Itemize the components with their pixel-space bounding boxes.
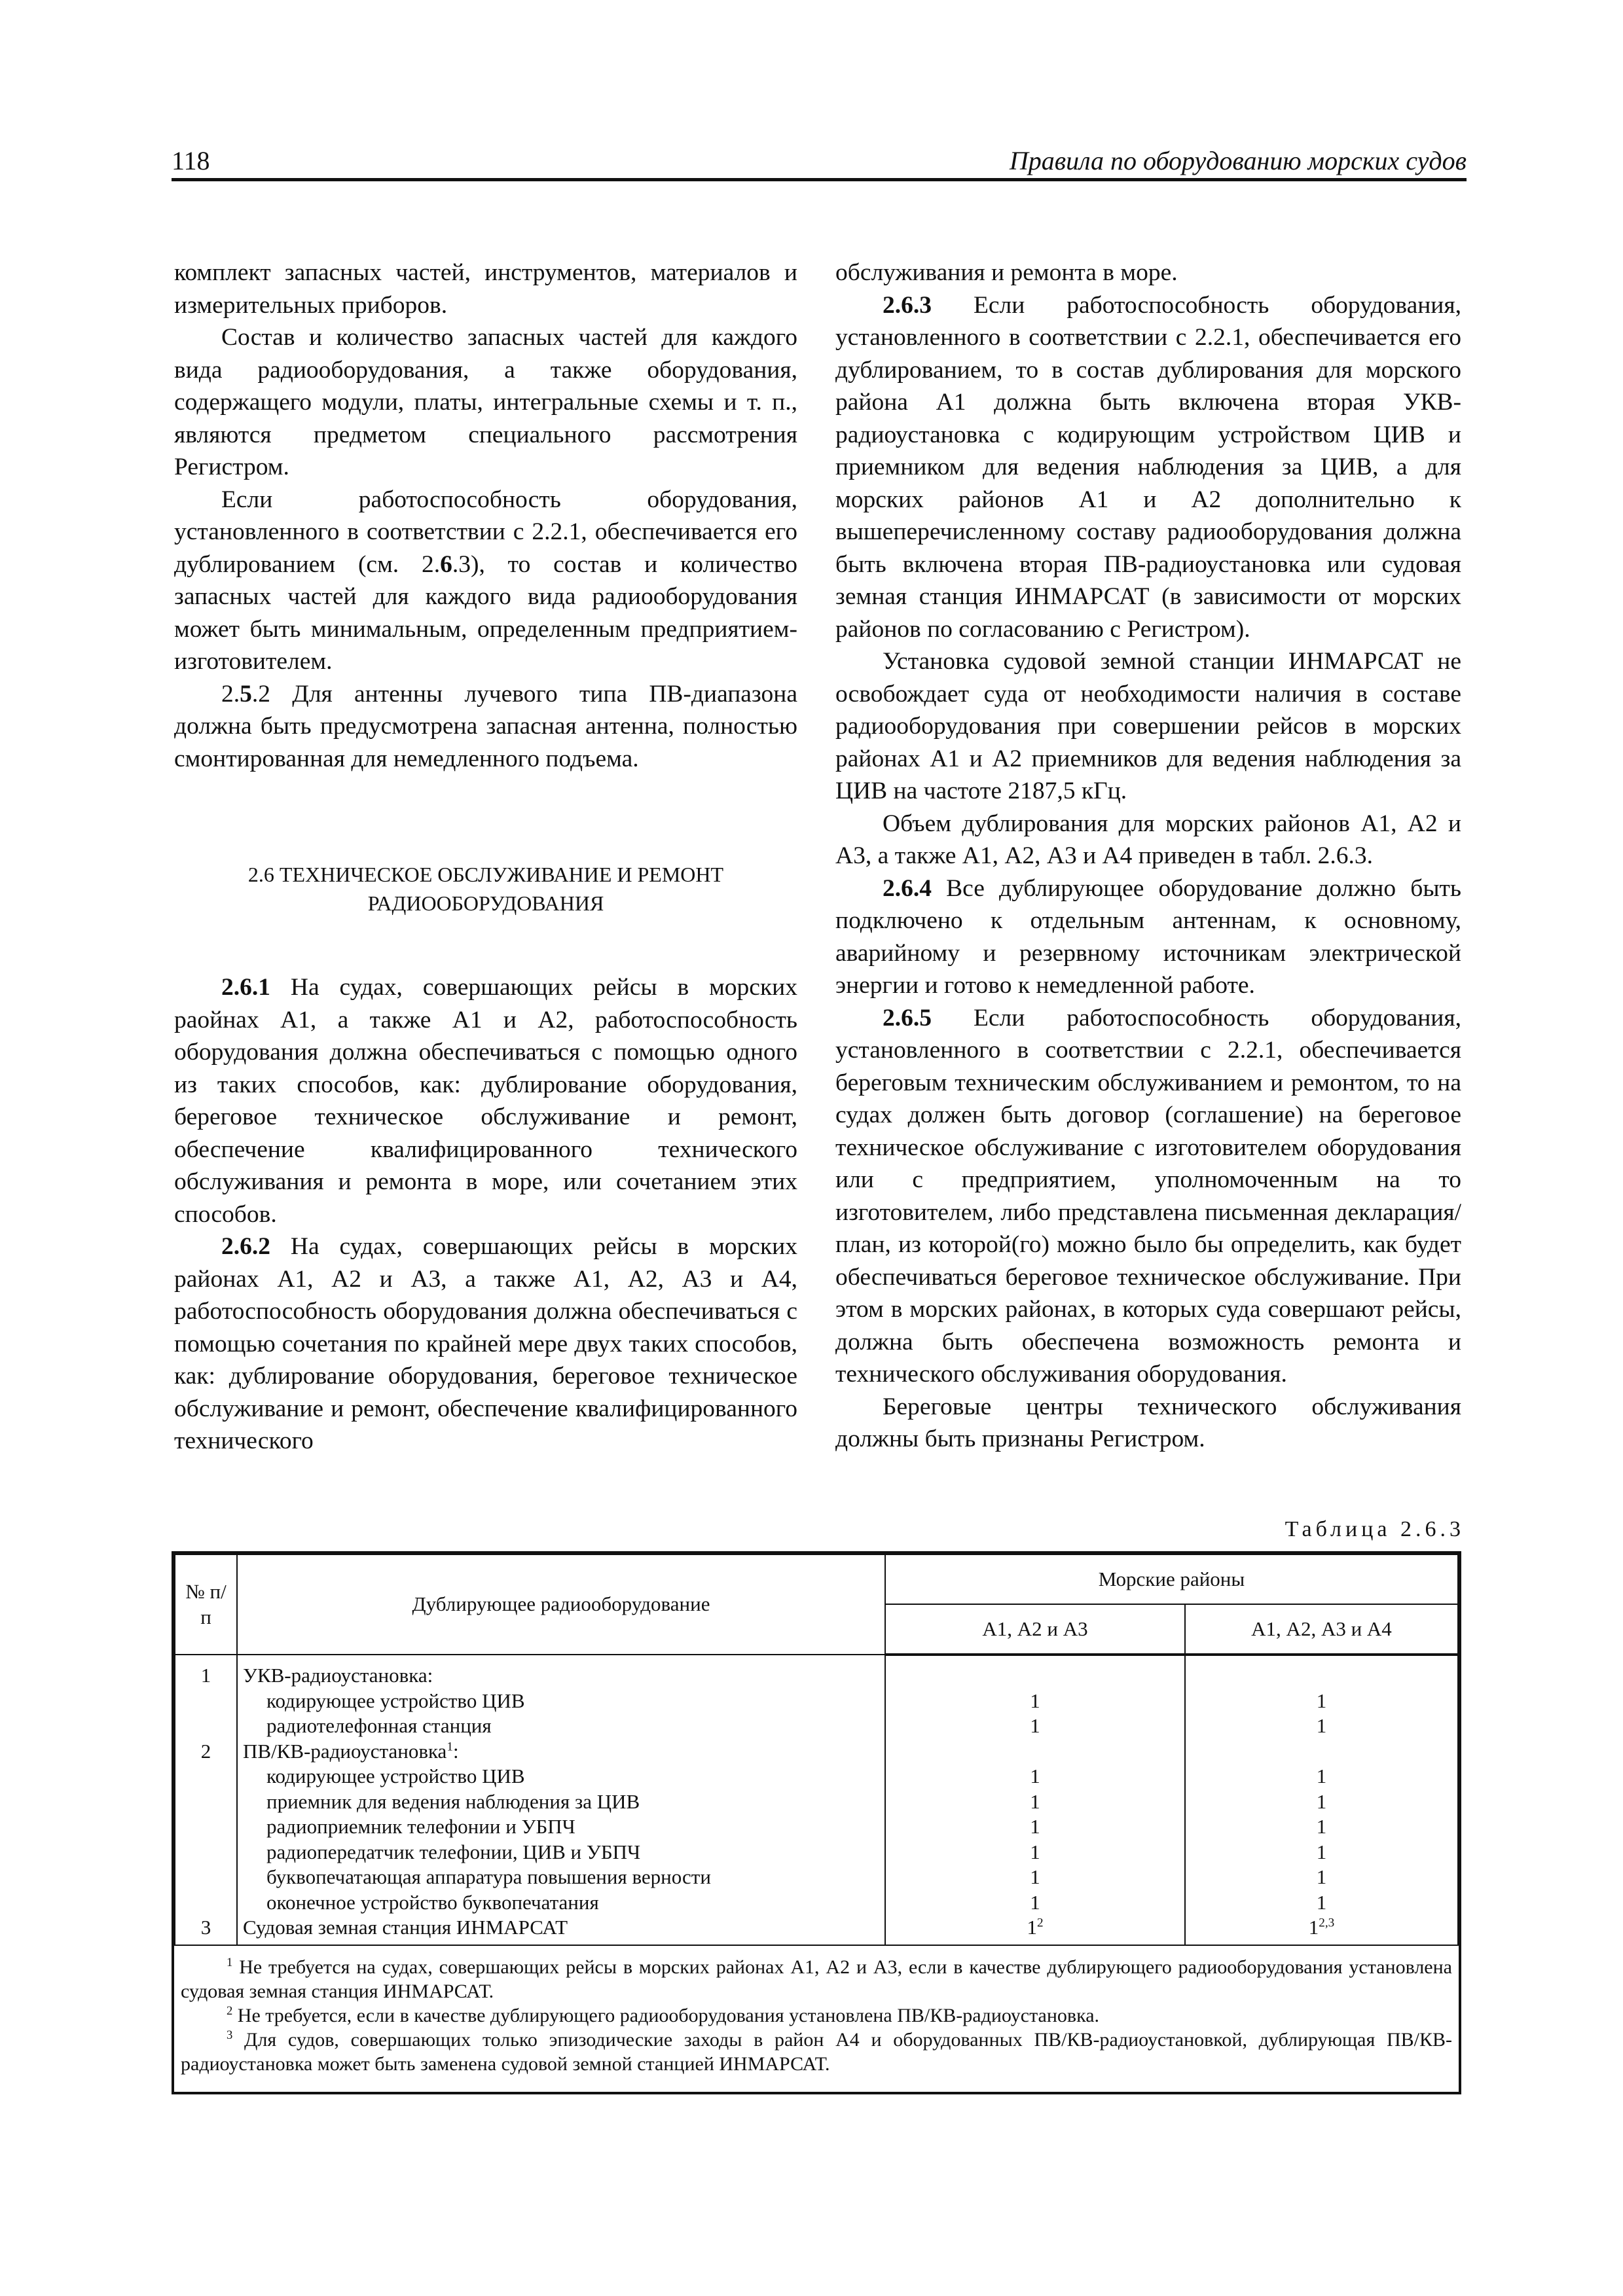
clause-number: 2.6.5	[883, 1004, 932, 1031]
equipment-item	[237, 1739, 885, 1765]
area-a-count-value: 1	[1030, 1865, 1040, 1888]
area-b-count-value: 1	[1316, 1840, 1327, 1863]
right-column	[835, 257, 1461, 1456]
row-number	[175, 1713, 237, 1739]
equipment-item-label: Судовая земная станция ИНМАРСАТ	[243, 1916, 568, 1939]
area-a-count	[885, 1890, 1185, 1916]
table-row	[175, 1814, 1458, 1840]
table-row	[175, 1890, 1458, 1916]
equipment-item-label: радиотелефонная станция	[266, 1714, 492, 1737]
footnote-text: Не требуется на судах, совершающих рейсы в морских районах А1, А2 и А3, если в качестве дублирующего радиооборудования установлена судовая земная станция ИНМАРСАТ.	[181, 1956, 1452, 2002]
area-a-count	[885, 1789, 1185, 1815]
paragraph-text: Для антенны лучевого типа ПВ-диапазона должна быть предусмотрена запасная антенна, полностью смонтированная для немедленного подъема.	[174, 680, 797, 772]
area-a-count	[885, 1840, 1185, 1865]
area-b-count-value: 1	[1316, 1689, 1327, 1712]
equipment-item-label: кодирующее устройство ЦИВ	[266, 1689, 525, 1712]
table-row	[175, 1789, 1458, 1815]
footnote-mark: 1	[447, 1740, 453, 1754]
paragraph: Состав и количество запасных частей для каждого вида радиооборудования, а также оборудования, содержащего модули, платы, интегральные схемы и т. п., являются предметом специального рассмотрения Регистром.	[174, 324, 797, 480]
area-a-count	[885, 1713, 1185, 1739]
table-row	[175, 1915, 1458, 1945]
equipment-item	[237, 1789, 885, 1815]
area-a-count-value: 1	[1030, 1840, 1040, 1863]
header-num: № п/п	[175, 1554, 237, 1655]
paragraph	[174, 484, 797, 678]
table-row	[175, 1840, 1458, 1865]
table-row	[175, 1689, 1458, 1714]
area-b-count	[1185, 1865, 1458, 1890]
equipment-table	[174, 1554, 1459, 1946]
page-header	[172, 145, 1467, 178]
area-a-count	[885, 1865, 1185, 1890]
reference-bold: 6	[440, 550, 452, 578]
equipment-item-label: радиоприемник телефонии и УБПЧ	[266, 1815, 575, 1838]
paragraph-2-6-1	[174, 971, 797, 1230]
paragraph-text: Если работоспособность оборудования, установленного в соответствии с 2.2.1, обеспечивается его дублированием (см. 2.	[174, 486, 797, 578]
equipment-item	[237, 1689, 885, 1714]
clause-number: 2.	[221, 680, 240, 708]
equipment-item-label: буквопечатающая аппаратура повышения верности	[266, 1865, 711, 1888]
header-areas: Морские районы	[885, 1554, 1458, 1604]
paragraph-2-6-4	[835, 872, 1461, 1002]
equipment-item	[237, 1713, 885, 1739]
equipment-item-label: оконечное устройство буквопечатания	[266, 1890, 599, 1914]
equipment-item-label: кодирующее устройство ЦИВ	[266, 1765, 525, 1787]
area-b-count	[1185, 1764, 1458, 1789]
header-equipment: Дублирующее радиооборудование	[237, 1554, 885, 1655]
area-a-count	[885, 1739, 1185, 1765]
clause-number-bold: 5	[240, 680, 252, 708]
area-a-count	[885, 1915, 1185, 1945]
area-a-count	[885, 1655, 1185, 1689]
area-b-count-value: 1	[1316, 1865, 1327, 1888]
paragraph: Установка судовой земной станции ИНМАРСАТ не освобождает суда от необходимости наличия в составе радиооборудования при совершении рейсов в морских районах А1 и А2 приемников для ведения наблюдения за ЦИВ на частоте 2187,5 кГц.	[835, 648, 1461, 804]
row-number	[175, 1840, 237, 1865]
running-title: Правила по оборудованию морских судов	[1009, 146, 1467, 175]
paragraph: обслуживания и ремонта в море.	[835, 259, 1178, 286]
area-b-count-value: 1	[1316, 1815, 1327, 1838]
area-a-count	[885, 1764, 1185, 1789]
paragraph: Береговые центры технического обслуживания должны быть признаны Регистром.	[835, 1393, 1461, 1452]
row-number: 3	[175, 1915, 237, 1945]
paragraph-2-6-3	[835, 289, 1461, 646]
area-b-count	[1185, 1689, 1458, 1714]
table-row	[175, 1713, 1458, 1739]
row-number	[175, 1865, 237, 1890]
clause-number: 2.6.3	[883, 291, 932, 319]
paragraph: Объем дублирования для морских районов А1, А2 и А3, а также А1, А2, А3 и А4 приведен в табл. 2.6.3.	[835, 810, 1461, 869]
area-b-count	[1185, 1814, 1458, 1840]
table-footnote	[181, 2003, 1452, 2028]
area-b-count-value: 1	[1316, 1789, 1327, 1813]
paragraph-text: На судах, совершающих рейсы в морских районах А1, А2 и А3, а также А1, А2, А3 и А4, работоспособность оборудования должна обеспечиваться с помощью сочетания по крайней мере двух таких способов, как: дублирование оборудования, береговое техническое обслуживание и ремонт, обеспечение квалифицированного технического	[174, 1233, 797, 1454]
equipment-item	[237, 1915, 885, 1945]
header-area-a: А1, А2 и А3	[885, 1604, 1185, 1655]
row-number: 2	[175, 1739, 237, 1765]
equipment-item	[237, 1814, 885, 1840]
clause-number: .2	[251, 680, 270, 708]
area-a-count	[885, 1689, 1185, 1714]
row-number	[175, 1689, 237, 1714]
table-caption: Таблица 2.6.3	[1285, 1517, 1465, 1541]
row-number	[175, 1890, 237, 1916]
area-b-count	[1185, 1713, 1458, 1739]
footnote-mark: 2	[1036, 1916, 1044, 1930]
paragraph-text: .3), то состав и количество запасных частей для каждого вида радиооборудования может быть минимальным, определенным предприятием-изготовителем.	[174, 550, 798, 675]
table-notes	[174, 1946, 1459, 2076]
footnote-text: Для судов, совершающих только эпизодические заходы в район А4 и оборудованных ПВ/КВ-радиоустановкой, дублирующая ПВ/КВ-радиоустановка может быть заменена судовой земной станцией ИНМАРСАТ.	[181, 2028, 1452, 2075]
paragraph-text: На судах, совершающих рейсы в морских раойнах А1, а также А1 и А2, работоспособность оборудования должна обеспечиваться с помощью одного из таких способов, как: дублирование оборудования, береговое техническое обслуживание и ремонт, обеспечение квалифицированного технического обслуживания и ремонта в море, или сочетанием этих способов.	[174, 974, 797, 1228]
section-heading	[174, 860, 797, 918]
equipment-item	[237, 1890, 885, 1916]
area-b-count-value: 1	[1316, 1714, 1327, 1737]
left-column	[174, 257, 797, 1458]
equipment-item-tail: :	[452, 1739, 459, 1763]
paragraph: комплект запасных частей, инструментов, материалов и измерительных приборов.	[174, 259, 797, 319]
table-body	[175, 1655, 1458, 1945]
paragraph-2-6-5	[835, 1002, 1461, 1391]
row-number	[175, 1814, 237, 1840]
table-row	[175, 1865, 1458, 1890]
row-number: 1	[175, 1655, 237, 1689]
equipment-item	[237, 1655, 885, 1689]
section-heading-line: 2.6 ТЕХНИЧЕСКОЕ ОБСЛУЖИВАНИЕ И РЕМОНТ	[247, 863, 724, 886]
area-b-count-value: 1	[1316, 1890, 1327, 1914]
clause-number: 2.6.1	[221, 974, 270, 1001]
area-b-count	[1185, 1655, 1458, 1689]
paragraph-text: Все дублирующее оборудование должно быть подключено к отдельным антеннам, к основному, аварийному и резервному источникам электрической энергии и готово к немедленной работе.	[835, 874, 1461, 999]
area-a-count-value: 1	[1030, 1789, 1040, 1813]
area-b-count	[1185, 1890, 1458, 1916]
area-b-count	[1185, 1789, 1458, 1815]
paragraph-text: Если работоспособность оборудования, установленного в соответствии с 2.2.1, обеспечивается его дублированием, то в состав дублирования для морского района А1 должна быть включена вторая УКВ-радиоустановка с кодирующим устройством ЦИВ и приемником для ведения наблюдения за ЦИВ, а для морских районов А1 и А2 дополнительно к вышеперечисленному составу радиооборудования должна быть включена вторая ПВ-радиоустановка или судовая земная станция ИНМАРСАТ (в зависимости от морских районов по согласованию с Регистром).	[835, 291, 1461, 643]
table-footnote	[181, 2028, 1452, 2076]
table-2-6-3	[172, 1551, 1461, 2094]
header-area-b: А1, А2, А3 и А4	[1185, 1604, 1458, 1655]
footnote-mark: 3	[227, 2028, 233, 2042]
clause-number: 2.6.4	[883, 874, 932, 902]
area-b-count	[1185, 1840, 1458, 1865]
area-a-count	[885, 1814, 1185, 1840]
paragraph-text: Если работоспособность оборудования, установленного в соответствии с 2.2.1, обеспечивается береговым техническим обслуживанием и ремонтом, то на судах должен быть договор (соглашение) на береговое техническое обслуживание с изготовителем оборудования или с предприятием, уполномоченным на то изготовителем, либо представлена письменная декларация/план, из которой(го) можно было бы определить, как будет обеспечиваться береговое техническое обслуживание. При этом в морских районах, в которых суда совершают рейсы, должна быть обеспечена возможность ремонта и технического обслуживания оборудования.	[835, 1004, 1461, 1388]
page-number: 118	[172, 146, 210, 175]
paragraph-2-5-2	[174, 678, 797, 776]
area-a-count-value: 1	[1027, 1916, 1037, 1939]
equipment-item	[237, 1865, 885, 1890]
area-a-count-value: 1	[1030, 1765, 1040, 1787]
paragraph-2-6-2	[174, 1230, 797, 1458]
equipment-item-label: ПВ/КВ-радиоустановка	[243, 1739, 447, 1763]
area-b-count	[1185, 1915, 1458, 1945]
equipment-item	[237, 1764, 885, 1789]
footnote-text: Не требуется, если в качестве дублирующего радиооборудования установлена ПВ/КВ-радиоустановка.	[232, 2004, 1100, 2026]
table-row	[175, 1764, 1458, 1789]
equipment-item-label: УКВ-радиоустановка:	[243, 1664, 433, 1687]
area-b-count-value: 1	[1308, 1916, 1319, 1939]
row-number	[175, 1789, 237, 1815]
table-footnote	[181, 1955, 1452, 2003]
row-number	[175, 1764, 237, 1789]
area-a-count-value: 1	[1030, 1890, 1040, 1914]
equipment-item	[237, 1840, 885, 1865]
footnote-mark: 2	[227, 2003, 233, 2018]
clause-number: 2.6.2	[221, 1233, 270, 1260]
area-a-count-value: 1	[1030, 1815, 1040, 1838]
table-row	[175, 1739, 1458, 1765]
area-a-count-value: 1	[1030, 1714, 1040, 1737]
section-heading-line: РАДИООБОРУДОВАНИЯ	[367, 891, 604, 915]
area-b-count-value: 1	[1316, 1765, 1327, 1787]
footnote-mark: 1	[227, 1955, 233, 1969]
footnote-mark: 2,3	[1319, 1916, 1335, 1930]
area-a-count-value: 1	[1030, 1689, 1040, 1712]
table-row	[175, 1655, 1458, 1689]
equipment-item-label: радиопередатчик телефонии, ЦИВ и УБПЧ	[266, 1840, 641, 1863]
area-b-count	[1185, 1739, 1458, 1765]
equipment-item-label: приемник для ведения наблюдения за ЦИВ	[266, 1789, 640, 1813]
header-rule	[172, 178, 1467, 181]
